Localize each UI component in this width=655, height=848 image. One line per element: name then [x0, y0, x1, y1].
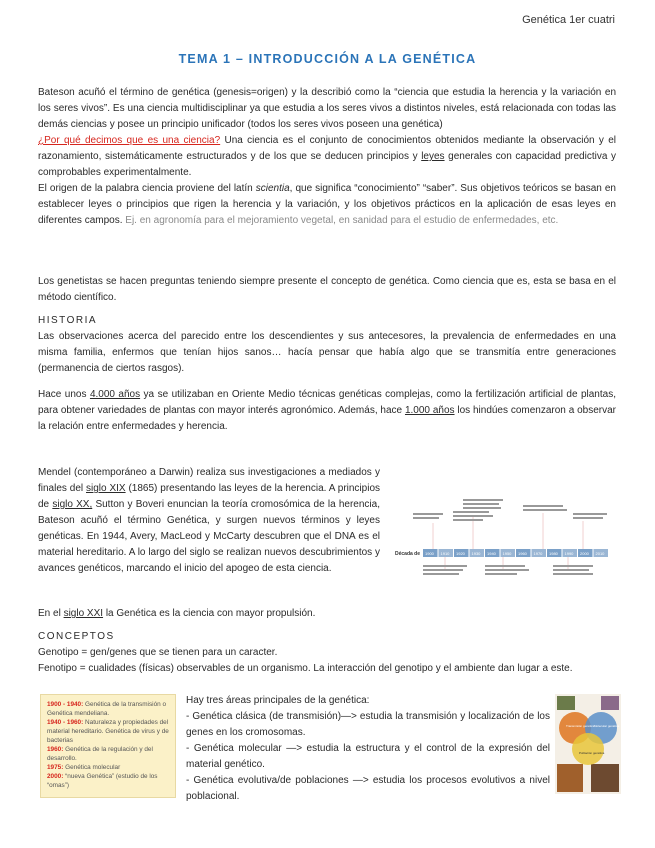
p3-text-b: (1865) presentando las leyes de la herencia. A principios de: [38, 483, 380, 510]
siglo-xxi: siglo XXI: [63, 608, 104, 619]
origin-example: Ej. en agronomía para el mejoramiento vegetal, en sanidad para el estudio de enfermedades, etc.: [122, 215, 559, 226]
era-item: [47, 700, 169, 718]
siglo-xx: siglo XX,: [52, 499, 93, 510]
origin-text-a: El origen de la palabra ciencia proviene del latín: [38, 183, 256, 194]
scientia-word: scientia: [255, 183, 290, 194]
decade-label: 1900: [425, 551, 434, 556]
venn-label-transmission: Transmisión genética: [566, 724, 595, 728]
genotipo-definition: Genotipo = gen/genes que se tienen para un caracter.: [38, 647, 278, 658]
era-year: 1975:: [47, 764, 64, 771]
era-item: [47, 718, 169, 745]
p2-text-c: los hindúes comenzaron a observar la relación entre enfermedades y herencia.: [38, 405, 617, 432]
p4-text-a: En el: [38, 608, 64, 619]
decade-label: 1990: [564, 551, 574, 556]
origin-text-b: , que significa “conocimiento” “saber”. Sus objetivos teóricos se basan en establecer leyes o principios que rigen la herencia y la variación, y los objetivos prácticos en la aplicación de esas leyes en diferentes campos.: [38, 183, 616, 226]
p2-text-a: Hace unos: [38, 389, 90, 400]
areas-item-molecular: - Genética molecular —> estudia la estructura y el control de la expresión del material genético.: [186, 743, 550, 770]
intro-text: Bateson acuñó el término de genética (genesis=origen) y la describió como la “ciencia que estudia la herencia y la variación en los seres vivos”. Es una ciencia multidisciplinar ya que estudia a los seres vivos a distintos niveles, está relacionada con todas las demás ciencias y posee un principio unificador (todos los seres vivos poseen una genética): [38, 87, 616, 130]
decade-label: 1960: [518, 551, 527, 556]
science-question: ¿Por qué decimos que es una ciencia?: [38, 135, 221, 146]
decade-label: 1950: [502, 551, 512, 556]
decade-label: 1970: [533, 551, 543, 556]
genetics-areas-venn-figure: [555, 694, 621, 794]
scientific-method-paragraph: Los genetistas se hacen preguntas teniendo siempre presente el concepto de genética. Como ciencia que es, esta se basa en el método científico.: [38, 276, 616, 303]
areas-intro: Hay tres áreas principales de la genética:: [186, 695, 370, 706]
timeline-decades: [423, 549, 608, 557]
siglo-xix: siglo XIX: [86, 483, 126, 494]
era-text: Genética de la transmisión o Genética mendeliana.: [47, 701, 167, 717]
timeline-axis-label: Década de: [395, 551, 421, 557]
era-year: 1940 - 1960:: [47, 719, 84, 726]
era-text: “nueva Genética” (estudio de los “omas”): [47, 773, 158, 789]
genetics-eras-box: [40, 694, 176, 798]
decade-label: 1940: [487, 551, 496, 556]
p3-text-a: Mendel (contemporáneo a Darwin) realiza sus investigaciones a mediados y finales del: [38, 467, 380, 494]
historia-section: [38, 313, 616, 377]
era-item: [47, 763, 169, 772]
venn-label-molecular: Molecular genética: [594, 724, 620, 728]
era-text: Genética molecular: [63, 764, 121, 771]
leyes-word: leyes: [421, 151, 445, 162]
venn-circle-population: [572, 733, 604, 765]
decade-label: 1980: [549, 551, 558, 556]
header-course-label: Genética 1er cuatri: [522, 14, 615, 26]
historia-paragraph-4: [38, 606, 616, 622]
historia-paragraph-2: [38, 387, 616, 435]
genetics-areas: [186, 693, 550, 805]
science-definition-a: Una ciencia es el conjunto de conocimientos obtenidos mediante la observación y el razonamiento, sistemáticamente estructurados y de los que se deducen principios y: [38, 135, 617, 162]
fenotipo-definition: Fenotipo = cualidades (físicas) observables de un organismo. La interacción del genotipo y el ambiente dan lugar a este.: [38, 663, 573, 674]
years-4000: 4.000 años: [89, 389, 141, 400]
era-item: [47, 745, 169, 763]
venn-label-population: Población genética: [579, 751, 605, 755]
p3-text-c: Sutton y Boveri enuncian la teoría cromosómica de la herencia, Bateson acuñó el término Genética, y surgen nuevos términos y leyes genéticas. En 1944, Avery, MacLeod y McCarty descubren que el DNA es el material hereditario. A lo largo del siglo se realizan nuevos descubrimientos y avances genéticos, marcando el inicio del apogeo de esta ciencia.: [38, 499, 380, 574]
era-item: [47, 772, 169, 790]
era-year: 2000:: [47, 773, 64, 780]
decade-label: 2000: [580, 551, 589, 556]
intro-paragraph: [38, 85, 616, 229]
era-text: Genética de la regulación y del desarrollo.: [47, 746, 153, 762]
eras-list: [47, 700, 169, 790]
historia-heading: HISTORIA: [38, 315, 98, 326]
years-1000: 1.000 años: [404, 405, 455, 416]
decade-label: 2010: [595, 551, 605, 556]
science-definition-b: generales con capacidad predictiva y comprobables experimentalmente.: [38, 151, 617, 178]
conceptos-section: [38, 629, 616, 677]
era-year: 1900 - 1940:: [47, 701, 84, 708]
areas-item-classical: - Genética clásica (de transmisión)—> estudia la transmisión y localización de los genes en los cromosomas.: [186, 711, 550, 738]
era-text: Naturaleza y propiedades del material hereditario. Genética de virus y de bacterias: [47, 719, 169, 744]
conceptos-heading: CONCEPTOS: [38, 631, 115, 642]
areas-item-population: - Genética evolutiva/de poblaciones —> estudia los procesos evolutivos a nivel poblacional.: [186, 775, 550, 802]
genetics-timeline-figure: [393, 495, 615, 583]
p4-text-b: la Genética es la ciencia con mayor propulsión.: [103, 608, 316, 619]
era-year: 1960:: [47, 746, 64, 753]
decade-label: 1910: [440, 551, 450, 556]
historia-paragraph-1: Las observaciones acerca del parecido entre los descendientes y sus antecesores, la prevalencia de enfermedades en una misma familia, enfermos que tenían hijos sanos… hacía pensar que había algo que se transmitía entre generaciones (permanencia de ciertos rasgos).: [38, 331, 616, 374]
p2-text-b: ya se utilizaban en Oriente Medio técnicas genéticas complejas, como la fertilización artificial de plantas, para obtener variedades de plantas con mayor interés agronómico. Además, hace: [38, 389, 616, 416]
decade-label: 1930: [471, 551, 481, 556]
page-title: TEMA 1 – INTRODUCCIÓN A LA GENÉTICA: [178, 52, 477, 66]
decade-label: 1920: [456, 551, 465, 556]
